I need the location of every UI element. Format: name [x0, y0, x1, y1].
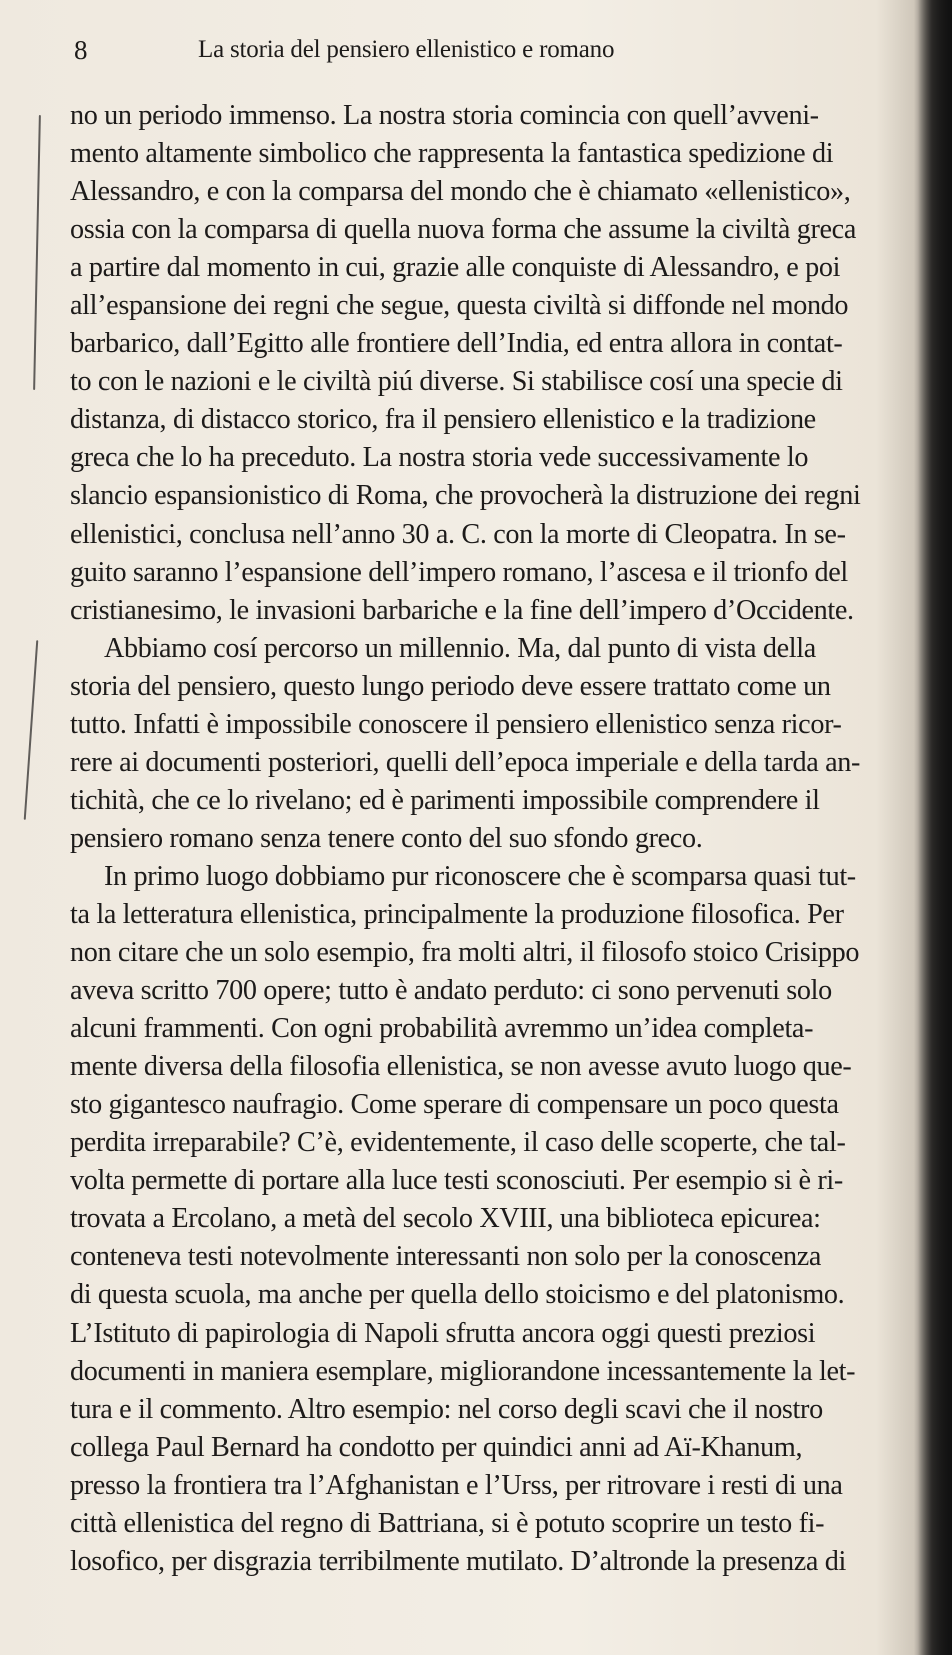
text-line: all’espansione dei regni che segue, questa civiltà si diffonde nel mondo — [70, 290, 849, 322]
text-line: mento altamente simbolico che rappresenta la fantastica spedizione di — [70, 138, 834, 170]
text-line: greca che lo ha preceduto. La nostra storia vede successivamente lo — [70, 442, 809, 474]
text-line: Alessandro, e con la comparsa del mondo che è chiamato «ellenistico», — [70, 176, 851, 208]
text-line: alcuni frammenti. Con ogni probabilità avremmo un’idea completa- — [70, 1013, 814, 1045]
text-line: non citare che un solo esempio, fra molti altri, il filosofo stoico Crisippo — [70, 937, 860, 969]
text-line: presso la frontiera tra l’Afghanistan e l’Urss, per ritrovare i resti di una — [70, 1469, 843, 1501]
text-line: cristianesimo, le invasioni barbariche e la fine dell’impero d’Occidente. — [70, 594, 854, 626]
page-header — [68, 33, 828, 69]
text-line: guito saranno l’espansione dell’impero romano, l’ascesa e il trionfo del — [70, 556, 848, 588]
text-line: ossia con la comparsa di quella nuova forma che assume la civiltà greca — [70, 214, 857, 246]
text-line: L’Istituto di papirologia di Napoli sfrutta ancora oggi questi preziosi — [70, 1317, 816, 1349]
text-line: storia del pensiero, questo lungo periodo deve essere trattato come un — [70, 670, 831, 702]
text-line: conteneva testi notevolmente interessanti non solo per la conoscenza — [70, 1241, 822, 1273]
text-line: sto gigantesco naufragio. Come sperare di compensare un poco questa — [70, 1089, 839, 1121]
text-line: documenti in maniera esemplare, migliorandone incessantemente la let- — [70, 1355, 856, 1387]
text-line: no un periodo immenso. La nostra storia comincia con quell’avveni- — [70, 100, 819, 131]
paragraph-start-line: In primo luogo dobbiamo pur riconoscere che è scomparsa quasi tut- — [104, 860, 856, 892]
text-line: volta permette di portare alla luce testi sconosciuti. Per esempio si è ri- — [70, 1165, 843, 1197]
body-text — [70, 97, 922, 1581]
text-line: aveva scritto 700 opere; tutto è andato perduto: ci sono pervenuti solo — [70, 975, 832, 1007]
text-line: di questa scuola, ma anche per quella dello stoicismo e del platonismo. — [70, 1279, 845, 1311]
text-line: rere ai documenti posteriori, quelli dell’epoca imperiale e della tarda an- — [70, 746, 861, 778]
text-line: distanza, di distacco storico, fra il pensiero ellenistico e la tradizione — [70, 404, 816, 436]
paragraph-start-line: Abbiamo cosí percorso un millennio. Ma, dal punto di vista della — [104, 632, 816, 664]
margin-pencil-mark — [24, 640, 39, 820]
text-line: tutto. Infatti è impossibile conoscere il pensiero ellenistico senza ricor- — [70, 708, 842, 740]
book-spine-shadow — [918, 0, 952, 1655]
page-number: 8 — [74, 35, 88, 65]
text-line: tura e il commento. Altro esempio: nel corso degli scavi che il nostro — [70, 1393, 823, 1425]
text-line: a partire dal momento in cui, grazie alle conquiste di Alessandro, e poi — [70, 252, 841, 284]
text-line: città ellenistica del regno di Battriana, si è potuto scoprire un testo fi- — [70, 1507, 825, 1539]
text-line: collega Paul Bernard ha condotto per quindici anni ad Aï-Khanum, — [70, 1431, 803, 1463]
margin-pencil-mark — [33, 115, 41, 390]
running-title: La storia del pensiero ellenistico e romano — [198, 36, 615, 63]
text-line: perdita irreparabile? C’è, evidentemente, il caso delle scoperte, che tal- — [70, 1127, 846, 1159]
text-line: pensiero romano senza tenere conto del suo sfondo greco. — [70, 822, 703, 854]
text-line: losofico, per disgrazia terribilmente mutilato. D’altronde la presenza di — [70, 1545, 846, 1577]
text-line: to con le nazioni e le civiltà piú diverse. Si stabilisce cosí una specie di — [70, 366, 843, 398]
text-line: ta la letteratura ellenistica, principalmente la produzione filosofica. Per — [70, 898, 844, 930]
text-line: slancio espansionistico di Roma, che provocherà la distruzione dei regni — [70, 480, 861, 512]
text-line: tichità, che ce lo rivelano; ed è parimenti impossibile comprendere il — [70, 784, 820, 816]
text-line: trovata a Ercolano, a metà del secolo XVIII, una biblioteca epicurea: — [70, 1203, 821, 1235]
text-line: barbarico, dall’Egitto alle frontiere dell’India, ed entra allora in contat- — [70, 328, 843, 360]
text-line: ellenistici, conclusa nell’anno 30 a. C. con la morte di Cleopatra. In se- — [70, 518, 846, 550]
text-line: mente diversa della filosofia ellenistica, se non avesse avuto luogo que- — [70, 1051, 852, 1083]
